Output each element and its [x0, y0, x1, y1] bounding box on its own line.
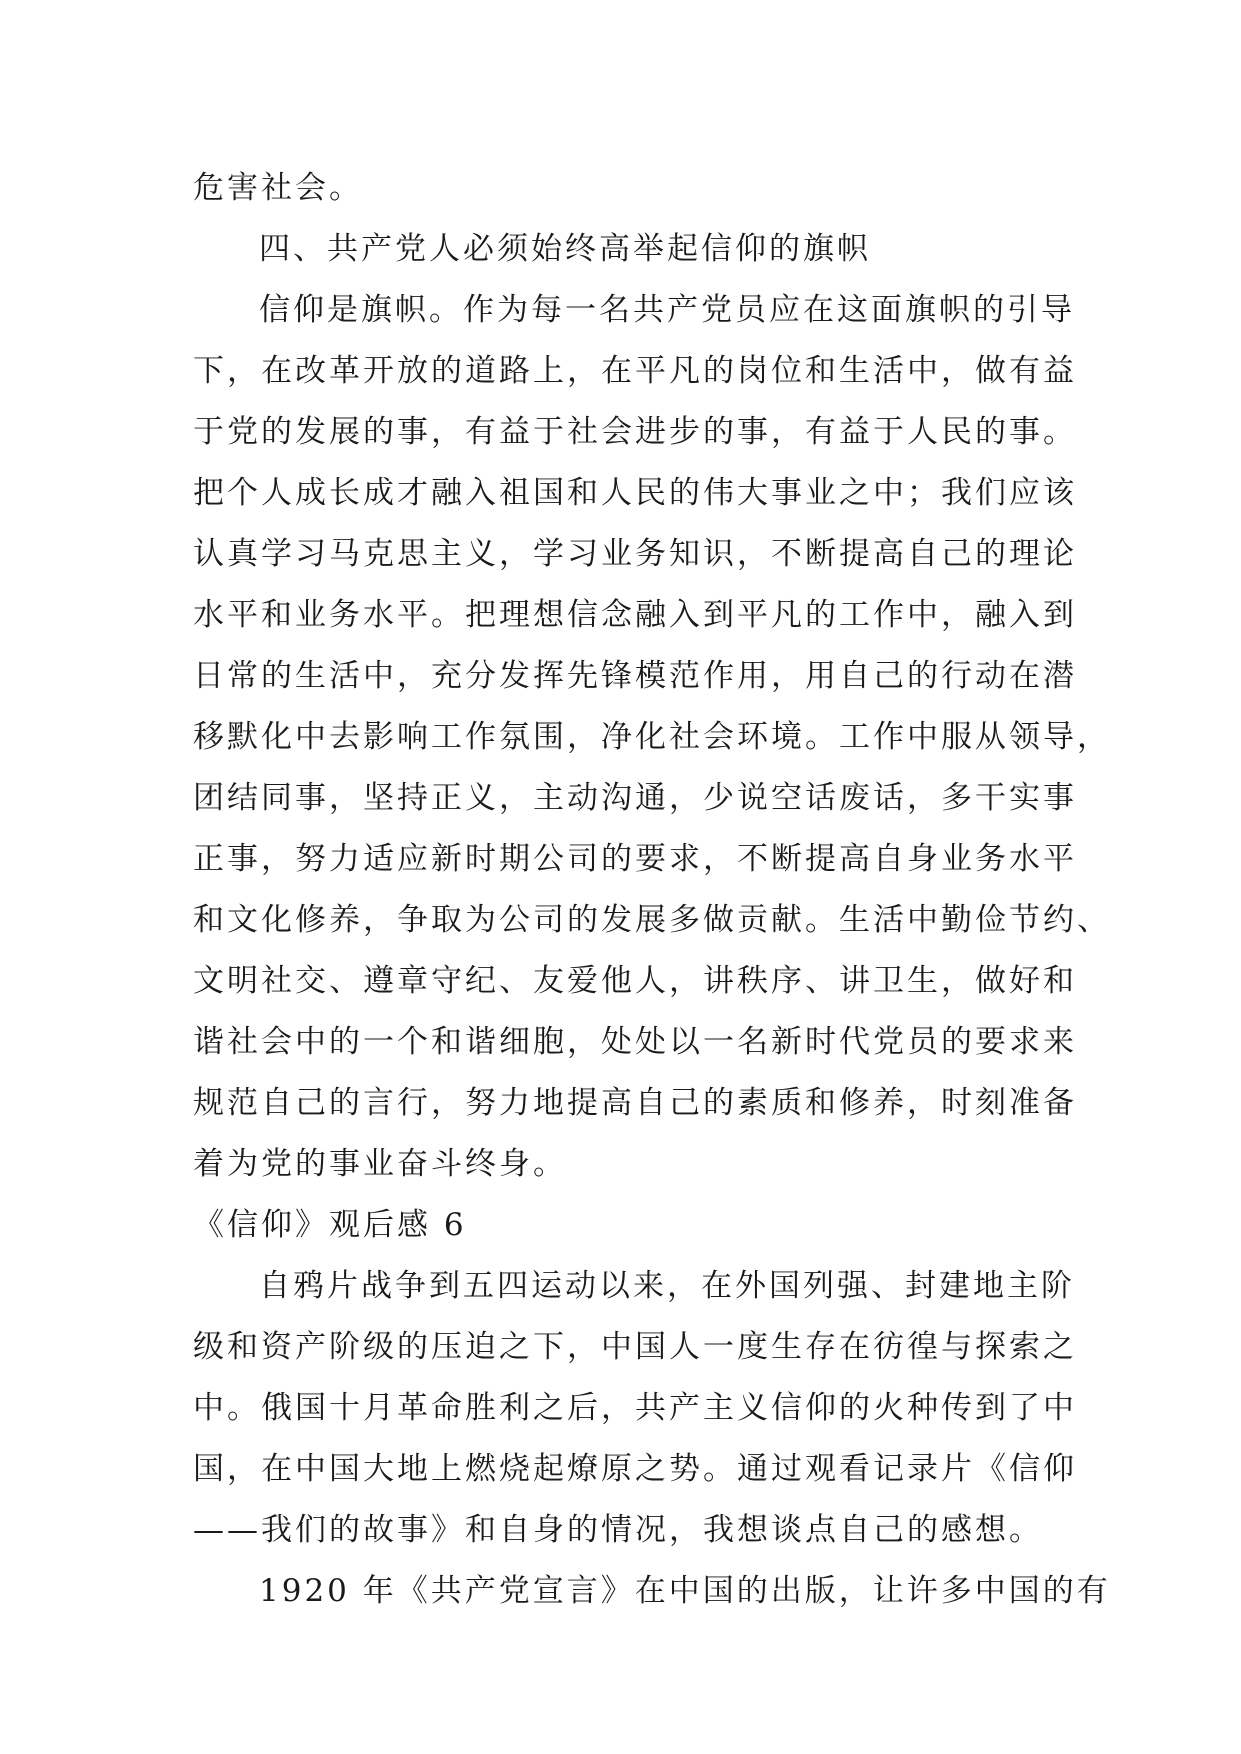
- text-line: 移默化中去影响工作氛围，净化社会环境。工作中服从领导，: [193, 719, 1111, 755]
- text-line: ——我们的故事》和自身的情况，我想谈点自己的感想。: [193, 1512, 1043, 1548]
- text-line: 和文化修养，争取为公司的发展多做贡献。生活中勤俭节约、: [193, 902, 1111, 938]
- section-heading: 四、共产党人必须始终高举起信仰的旗帜: [259, 231, 871, 267]
- text-line: 危害社会。: [193, 170, 363, 206]
- text-line: 信仰是旗帜。作为每一名共产党员应在这面旗帜的引导: [259, 292, 1075, 328]
- text-line: 谐社会中的一个和谐细胞，处处以一名新时代党员的要求来: [193, 1024, 1077, 1060]
- text-line: 规范自己的言行，努力地提高自己的素质和修养，时刻准备: [193, 1085, 1077, 1121]
- text-line: 中。俄国十月革命胜利之后，共产主义信仰的火种传到了中: [193, 1390, 1077, 1426]
- article-title: 《信仰》观后感 6: [193, 1207, 467, 1243]
- text-line: 着为党的事业奋斗终身。: [193, 1146, 567, 1182]
- text-line: 水平和业务水平。把理想信念融入到平凡的工作中，融入到: [193, 597, 1077, 633]
- text-line: 团结同事，坚持正义，主动沟通，少说空话废话，多干实事: [193, 780, 1077, 816]
- text-line: 认真学习马克思主义，学习业务知识，不断提高自己的理论: [193, 536, 1077, 572]
- text-line: 文明社交、遵章守纪、友爱他人，讲秩序、讲卫生，做好和: [193, 963, 1077, 999]
- text-line: 1920 年《共产党宣言》在中国的出版，让许多中国的有: [259, 1573, 1111, 1609]
- text-line: 自鸦片战争到五四运动以来，在外国列强、封建地主阶: [259, 1268, 1075, 1304]
- text-line: 级和资产阶级的压迫之下，中国人一度生存在彷徨与探索之: [193, 1329, 1077, 1365]
- text-line: 于党的发展的事，有益于社会进步的事，有益于人民的事。: [193, 414, 1077, 450]
- text-line: 日常的生活中，充分发挥先锋模范作用，用自己的行动在潜: [193, 658, 1077, 694]
- text-line: 国，在中国大地上燃烧起燎原之势。通过观看记录片《信仰: [193, 1451, 1077, 1487]
- text-line: 把个人成长成才融入祖国和人民的伟大事业之中；我们应该: [193, 475, 1077, 511]
- document-body: [193, 158, 1111, 1622]
- text-line: 正事，努力适应新时期公司的要求，不断提高自身业务水平: [193, 841, 1077, 877]
- text-line: 下，在改革开放的道路上，在平凡的岗位和生活中，做有益: [193, 353, 1077, 389]
